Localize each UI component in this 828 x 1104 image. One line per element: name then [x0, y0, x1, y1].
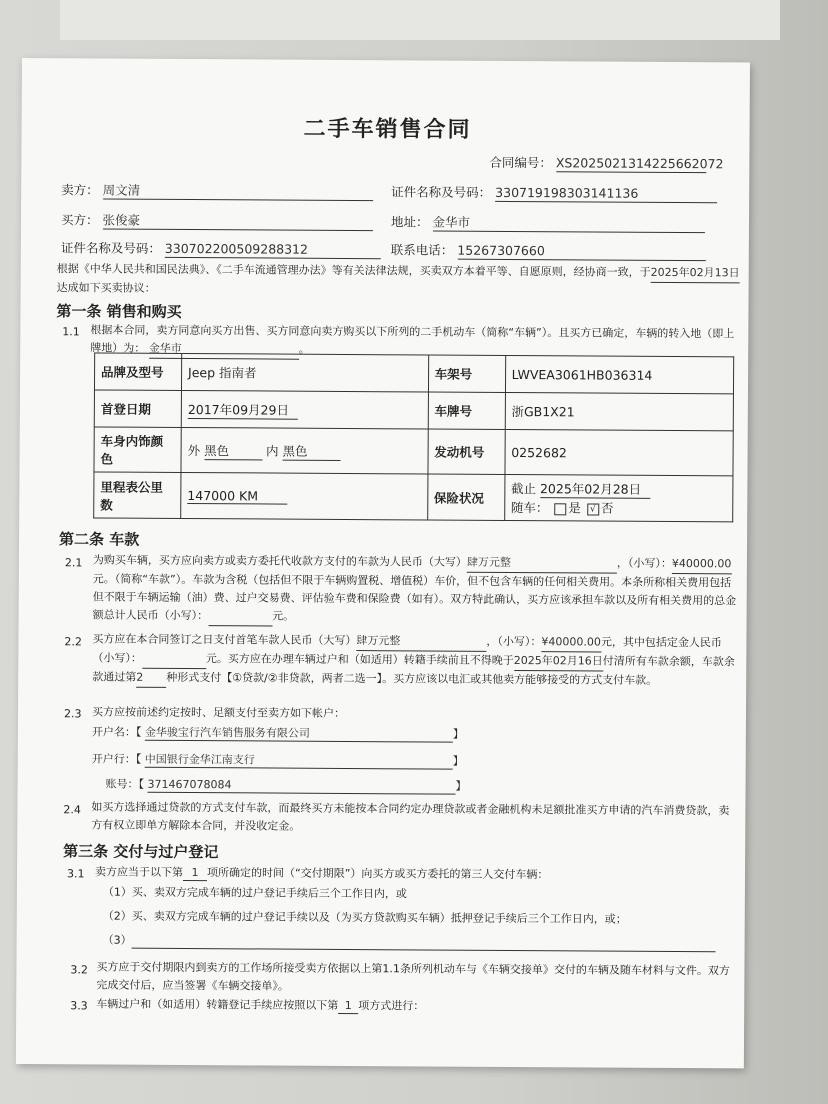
- phone-label: 联系电话：: [390, 242, 454, 258]
- clause-2-2-small-label: ，（小写）：: [486, 634, 542, 649]
- seller-name: 周文清: [103, 182, 373, 201]
- insurance-follow-label: 随车：: [510, 499, 549, 516]
- plate-label: 车牌号: [428, 392, 505, 429]
- address-row: [391, 214, 705, 233]
- intro-paragraph: [57, 260, 747, 301]
- clause-2-1-text-b: 元。（简称“车款”）。车款为含税（包括但不限于车辆购置税、增值税）车价，但不包含车辆的任何相关费用。本条所称相关费用包括但不限于车辆运输（油）费、过户交易费、评估验车费和保险费（如有）。双方特此确认，买方应该承担车款以及所有相关费用的总金额总计人民币（小写）：: [92, 572, 737, 623]
- reg-date-label: 首登日期: [94, 390, 181, 428]
- account-name-value: 金华骏宝行汽车销售服务有限公司: [145, 725, 453, 743]
- contract-page: [16, 58, 750, 1068]
- clause-1-1-text: 根据本合同，卖方同意向买方出售、买方同意向卖方购买以下所列的二手机动车（简称“车辆”）。且买方已确定，车辆的转入地（即上牌地）为：: [90, 323, 735, 355]
- checkbox-no-checked[interactable]: √: [587, 503, 599, 515]
- transfer-option-no: 1: [338, 998, 358, 1014]
- insurance-no-label: 否: [600, 500, 614, 516]
- clause-3-2-text: 买方应于交付期限内到卖方的工作场所接受卖方依据以上第1.1条所列机动车与《车辆交接单》交付的车辆及随车材料与文件。双方完成交付后，应当签署《车辆交接单》。: [96, 960, 730, 993]
- delivery-option-3-blank: [132, 933, 716, 953]
- clause-2-2-text-a: 买方应在本合同签订之日支付首笔车款人民币（大写）: [92, 632, 357, 648]
- clause-2-2-text-e: 种形式支付【①贷款/②非贷款，两者二选一】。买方应该以电汇或其他卖方能够接受的方式支付车款。: [166, 670, 658, 687]
- engine-value: 0252682: [505, 429, 734, 475]
- table-row: [94, 390, 733, 431]
- phone-value: 15267307660: [457, 243, 705, 262]
- clause-2-1-number: 2.1: [64, 556, 83, 570]
- bank-label: 开户行：: [91, 752, 136, 766]
- mileage-value: 147000 KM: [187, 488, 287, 505]
- clause-2-1: [93, 551, 739, 629]
- delivery-option-2: （2）买、卖双方完成车辆的过户登记手续以及（为买方贷款购买车辆）抵押登记手续后三个工作日内，或；: [102, 909, 627, 926]
- insurance-date: 2025年02月28日: [540, 479, 650, 499]
- phone-row: [391, 242, 706, 261]
- outer-color-label: 外: [187, 442, 201, 458]
- seller-id-row: [391, 184, 717, 203]
- color-cell: [181, 427, 428, 474]
- account-name-label: 开户名：: [91, 725, 136, 739]
- delivery-option-no: 1: [183, 865, 207, 881]
- account-no-value: 371467078084: [148, 777, 456, 795]
- seller-row: [61, 182, 373, 201]
- transfer-place: 金华市: [149, 340, 299, 360]
- brand-value: Jeep 指南者: [181, 353, 428, 392]
- buyer-id-row: [61, 240, 381, 259]
- insurance-label: 保险状况: [427, 474, 504, 520]
- checkbox-yes[interactable]: [554, 503, 566, 515]
- clause-3-3: [96, 996, 424, 1014]
- contract-no-value: XS2025021314225662072: [555, 155, 724, 172]
- color-label: 车身内饰颜色: [94, 427, 181, 473]
- vehicle-info-table: [93, 352, 734, 522]
- article-3-heading: 第三条 交付与过户登记: [63, 842, 219, 862]
- buyer-id-label: 证件名称及号码：: [60, 240, 161, 256]
- plate-value: 浙GB1X21: [505, 392, 734, 430]
- insurance-cell: [504, 474, 733, 521]
- first-payment-upper: 肆万元整: [356, 632, 486, 652]
- clause-3-1-number: 3.1: [66, 867, 85, 881]
- bank-row: 开户行：【 中国银行金华江南支行 】: [91, 752, 464, 768]
- article-2-heading: 第二条 车款: [59, 530, 140, 549]
- clause-3-3-text-a: 车辆过户和（如适用）转籍登记手续应按照以下第: [96, 997, 339, 1012]
- buyer-label: 买方：: [60, 212, 99, 228]
- seller-id-value: 330719198303141136: [495, 185, 717, 203]
- clause-1-1-number: 1.1: [62, 325, 80, 339]
- contract-no-row: [489, 154, 724, 173]
- deposit-blank: [142, 650, 206, 669]
- vin-label: 车架号: [428, 355, 505, 392]
- insurance-yes-label: 是: [568, 500, 581, 516]
- insurance-follow-row: [511, 498, 726, 517]
- mileage-cell: [181, 472, 428, 520]
- engine-label: 发动机号: [428, 429, 505, 474]
- clause-2-2-text-d: 付清所有车款余额，车款余款通过第: [92, 654, 735, 684]
- account-name-row: 开户名：【 金华骏宝行汽车销售服务有限公司 】: [91, 725, 464, 741]
- inner-color-label: 内: [266, 442, 279, 459]
- table-row: [94, 353, 733, 394]
- reg-date-value: 2017年09月29日: [188, 400, 298, 420]
- seller-label: 卖方：: [61, 182, 99, 198]
- clause-3-1-text-b: 项所确定的时间（“交付期限”）向买方或买方委托的第三人交付车辆：: [206, 866, 549, 882]
- clause-3-1-text-a: 卖方应当于以下第: [94, 865, 184, 879]
- clause-3-3-number: 3.3: [70, 999, 88, 1013]
- payment-method-no: 2: [136, 669, 166, 688]
- total-price-amount: ¥40000.00: [672, 555, 732, 574]
- clause-3-2-number: 3.2: [70, 963, 88, 977]
- total-price-upper: 肆万元整: [467, 554, 617, 574]
- vin-value: LWVEA3061HB036314: [505, 355, 734, 393]
- reg-date-cell: [181, 390, 428, 429]
- contract-title: 二手车销售合同: [303, 116, 472, 143]
- outer-color-value: 黑色: [204, 441, 262, 460]
- account-no-label: 账号：: [105, 777, 139, 791]
- brand-label: 品牌及型号: [94, 353, 181, 391]
- intro-text: 根据《中华人民共和国民法典》、《二手车流通管理办法》等有关法律法规，买卖双方本着平等、自愿原则，经协商一致，于: [56, 262, 651, 279]
- buyer-name: 张俊豪: [102, 212, 372, 231]
- delivery-option-3: [103, 933, 716, 953]
- clause-2-3-number: 2.3: [63, 707, 82, 721]
- clause-2-4-number: 2.4: [63, 803, 81, 817]
- clause-2-1-text-a: 为购买车辆，买方应向卖方或卖方委托代收款方支付的车款为人民币（大写）: [92, 553, 467, 569]
- inner-color-value: 黑色: [283, 441, 341, 460]
- buyer-id-value: 330702200509288312: [165, 241, 381, 259]
- bank-value: 中国银行金华江南支行: [145, 752, 453, 770]
- table-row: [94, 427, 733, 476]
- contract-no-label: 合同编号：: [489, 154, 552, 171]
- total-fees-blank: [208, 607, 272, 626]
- table-row: [94, 472, 733, 522]
- clause-1-1: 根据本合同，卖方同意向买方出售、买方同意向卖方购买以下所列的二手机动车（简称“车辆”）。且买方已确定，车辆的转入地（即上牌地）为： 金华市 。: [90, 321, 740, 362]
- clause-3-3-text-b: 项方式进行：: [358, 999, 425, 1013]
- clause-2-1-small-label: ，（小写）：: [616, 556, 672, 570]
- delivery-option-3-label: （3）: [102, 933, 132, 947]
- clause-2-2-text-b: 元，其中包括定金人民币（小写）：: [92, 635, 722, 665]
- clause-2-4-text: 如买方选择通过贷款的方式支付车款，而最终买方未能按本合同约定办理贷款或者金融机构未足额批准买方申请的汽车消费贷款，卖方有权立即单方解除本合同，并没收定金。: [91, 800, 730, 833]
- seller-id-label: 证件名称及号码：: [391, 184, 492, 200]
- intro-date: 2025年02月13日: [651, 264, 740, 284]
- clause-3-1: [95, 864, 548, 883]
- clause-2-2-number: 2.2: [64, 635, 82, 649]
- buyer-row: [61, 212, 373, 231]
- clause-2-2-text-c: 元。买方应在办理车辆过户和（如适用）转籍手续前且不得晚于: [205, 652, 514, 668]
- insurance-prefix: 截止: [510, 480, 537, 497]
- clause-2-2: [92, 630, 738, 691]
- clause-2-1-text-c: 元。: [272, 609, 295, 623]
- delivery-option-1: （1）买、卖双方完成车辆的过户登记手续后三个工作日内，或: [102, 885, 407, 901]
- clause-2-3-text: 买方应按前述约定按时、足额支付至卖方如下帐户：: [91, 705, 346, 720]
- first-payment-amount: ¥40000.00: [541, 633, 601, 652]
- article-1-heading: 第一条 销售和购买: [56, 302, 182, 321]
- intro-tail: 达成如下买卖协议：: [56, 281, 156, 295]
- address-value: 金华市: [432, 215, 704, 234]
- insurance-expiry-row: [511, 479, 726, 499]
- final-payment-date: 2025年02月16日: [514, 652, 603, 672]
- paper-stack-behind: [60, 0, 780, 40]
- address-label: 地址：: [390, 214, 429, 230]
- account-no-row: 账号：【 371467078084 】: [105, 777, 467, 793]
- mileage-label: 里程表公里数: [94, 472, 181, 519]
